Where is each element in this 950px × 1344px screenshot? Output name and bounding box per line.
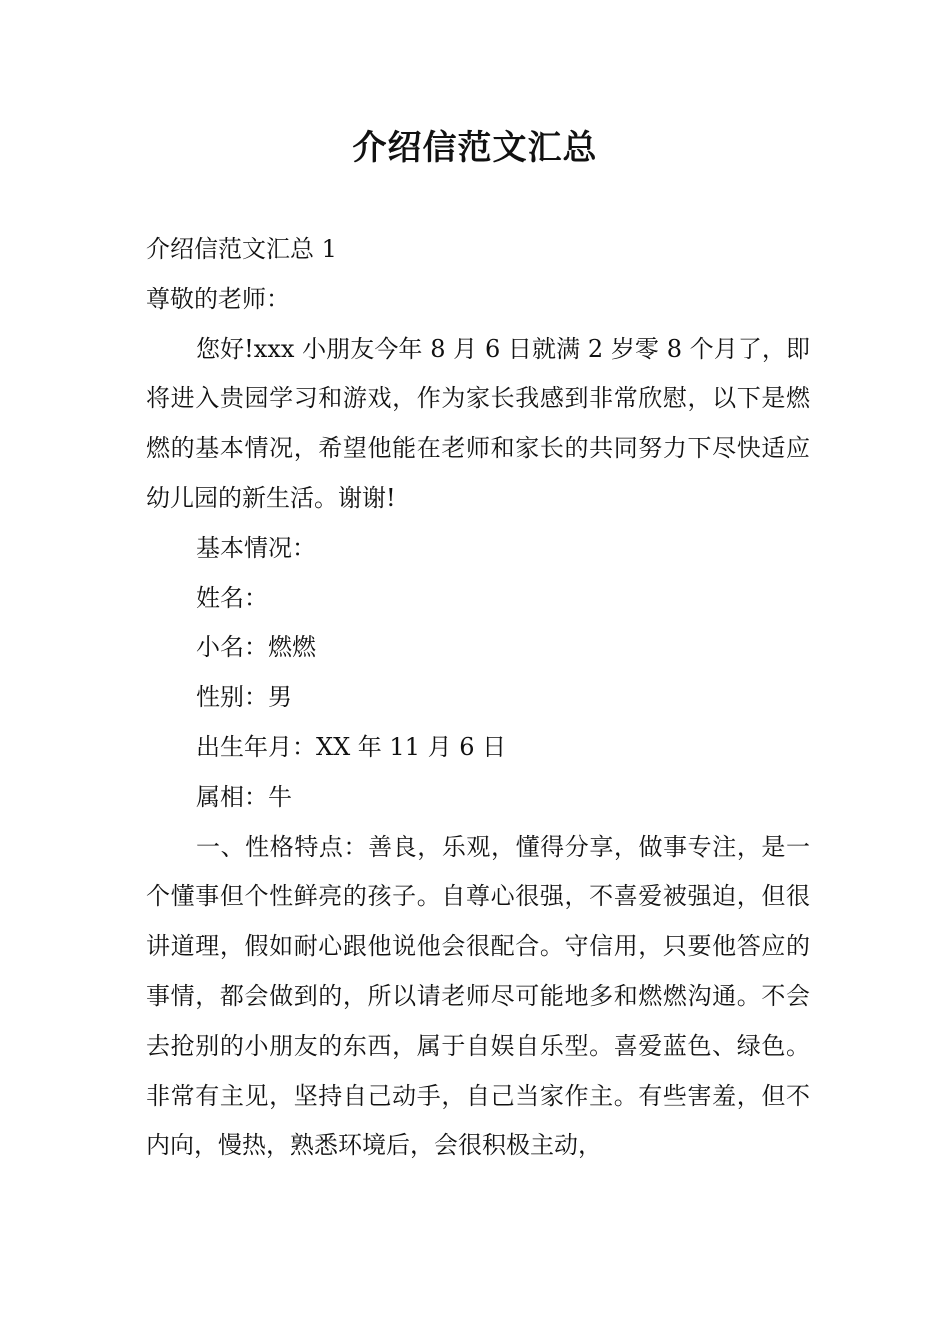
field-zodiac: 属相：牛 (196, 782, 292, 811)
document-body (146, 225, 810, 1171)
field-birth: 出生年月：XX 年 11 月 6 日 (196, 732, 507, 761)
basic-info-heading: 基本情况： (196, 533, 316, 562)
section-heading: 介绍信范文汇总 1 (146, 235, 337, 263)
personality-paragraph: 一、性格特点：善良，乐观，懂得分享，做事专注，是一个懂事但个性鲜亮的孩子。自尊心很强，不喜爱被强迫，但很讲道理，假如耐心跟他说他会很配合。守信用，只要他答应的事情，都会做到的，所以请老师尽可能地多和燃燃沟通。不会去抢别的小朋友的东西，属于自娱自乐型。喜爱蓝色、绿色。非常有主见，坚持自己动手，自己当家作主。有些害羞，但不内向，慢热，熟悉环境后，会很积极主动， (146, 832, 810, 1160)
field-gender: 性别：男 (196, 683, 292, 712)
intro-paragraph: 您好!xxx 小朋友今年 8 月 6 日就满 2 岁零 8 个月了，即将进入贵园学习和游戏，作为家长我感到非常欣慰，以下是燃燃的基本情况，希望他能在老师和家长的共同努力下尽快适应幼儿园的新生活。谢谢! (146, 334, 810, 512)
field-name: 姓名： (196, 583, 268, 612)
field-nickname: 小名：燃燃 (196, 633, 316, 662)
salutation: 尊敬的老师： (146, 284, 290, 313)
document-title: 介绍信范文汇总 (352, 128, 598, 168)
